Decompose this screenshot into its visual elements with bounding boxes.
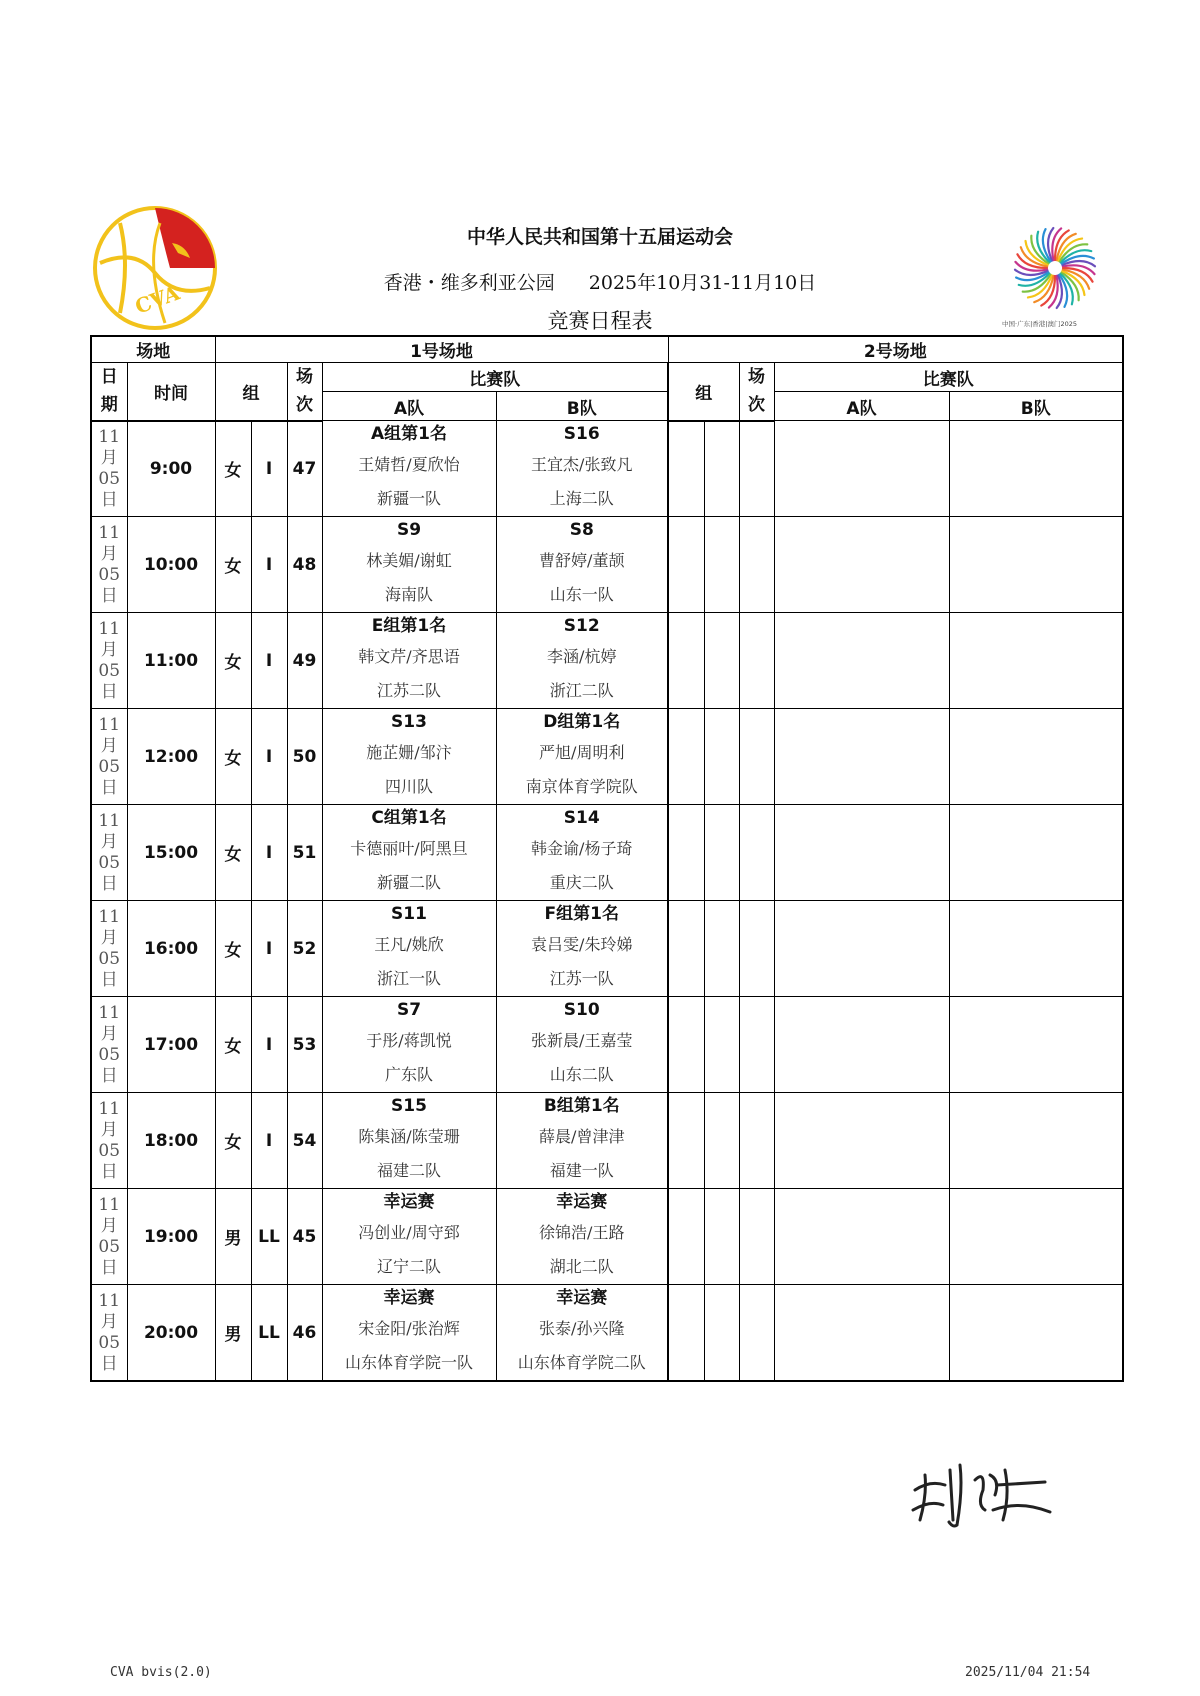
teams-header-court1: 比赛队	[322, 363, 668, 392]
court2-team-b-empty	[949, 613, 1123, 709]
court2-gender-empty	[668, 805, 704, 901]
court2-team-a-empty	[774, 901, 949, 997]
group-header-court1: 组	[215, 363, 287, 421]
team-a-players: 宋金阳/张治辉	[358, 1319, 460, 1338]
court2-gender-empty	[668, 421, 704, 517]
team-a-seed: C组第1名	[371, 808, 447, 828]
court2-gender-empty	[668, 613, 704, 709]
document-title: 竞赛日程表	[547, 309, 653, 333]
team-a-seed: A组第1名	[371, 424, 447, 444]
team-a	[322, 1189, 496, 1285]
time-header: 时间	[127, 363, 215, 421]
team-b-header-court1: B队	[496, 392, 668, 421]
team-b-seed: S16	[563, 424, 600, 444]
court2-team-a-empty	[774, 709, 949, 805]
match-time: 20:00	[127, 1285, 215, 1382]
match-round: LL	[251, 1189, 287, 1285]
dates: 2025年10月31-11月10日	[588, 272, 817, 294]
match-round: I	[251, 805, 287, 901]
match-number: 53	[287, 997, 322, 1093]
team-b-players: 薛晨/曾津津	[539, 1127, 625, 1146]
court2-team-a-empty	[774, 517, 949, 613]
court2-team-a-empty	[774, 613, 949, 709]
match-time: 17:00	[127, 997, 215, 1093]
games-logo	[1000, 220, 1110, 330]
match-gender: 男	[215, 1189, 251, 1285]
court2-gender-empty	[668, 709, 704, 805]
signature	[905, 1450, 1055, 1530]
team-b-seed: B组第1名	[543, 1096, 620, 1116]
team-a-club: 福建二队	[376, 1161, 441, 1180]
court2-gender-empty	[668, 901, 704, 997]
match-gender: 男	[215, 1285, 251, 1382]
team-b	[496, 421, 668, 517]
match-row	[91, 613, 1123, 709]
court2-team-b-empty	[949, 901, 1123, 997]
match-date: 11 月 05 日	[91, 613, 127, 709]
match-row	[91, 517, 1123, 613]
match-gender: 女	[215, 997, 251, 1093]
court2-number-empty	[739, 421, 774, 517]
team-b	[496, 901, 668, 997]
team-a	[322, 709, 496, 805]
match-no-header-court1: 场 次	[287, 363, 322, 421]
court2-team-b-empty	[949, 805, 1123, 901]
schedule-table	[90, 335, 1124, 1382]
team-b-club: 山东二队	[549, 1065, 614, 1084]
team-b-club: 山东体育学院二队	[517, 1353, 646, 1372]
court2-gender-empty	[668, 1285, 704, 1382]
court2-gender-empty	[668, 517, 704, 613]
footer-timestamp: 2025/11/04 21:54	[965, 1665, 1091, 1680]
team-a-seed: S13	[391, 712, 427, 732]
match-row	[91, 805, 1123, 901]
team-a-club: 浙江一队	[376, 969, 441, 988]
team-b-club: 福建一队	[549, 1161, 614, 1180]
court2-number-empty	[739, 805, 774, 901]
team-a-club: 四川队	[384, 777, 433, 796]
court2-round-empty	[704, 805, 739, 901]
svg-text:CVA: CVA	[131, 280, 183, 319]
team-b-club: 南京体育学院队	[525, 777, 638, 796]
match-number: 51	[287, 805, 322, 901]
team-b-players: 曹舒婷/董颉	[539, 551, 625, 570]
court2-round-empty	[704, 1189, 739, 1285]
court2-number-empty	[739, 1189, 774, 1285]
court2-team-b-empty	[949, 421, 1123, 517]
team-b	[496, 517, 668, 613]
team-a-players: 卡德丽叶/阿黑旦	[350, 839, 468, 858]
match-number: 45	[287, 1189, 322, 1285]
match-gender: 女	[215, 1093, 251, 1189]
team-a-players: 冯创业/周守郅	[358, 1223, 460, 1242]
match-row	[91, 1093, 1123, 1189]
court2-team-b-empty	[949, 709, 1123, 805]
court2-round-empty	[704, 997, 739, 1093]
match-time: 12:00	[127, 709, 215, 805]
match-date: 11 月 05 日	[91, 421, 127, 517]
match-date: 11 月 05 日	[91, 901, 127, 997]
court2-label: 2号场地	[668, 336, 1123, 363]
court2-round-empty	[704, 517, 739, 613]
team-a-club: 广东队	[384, 1065, 433, 1084]
team-a-club: 山东体育学院一队	[344, 1353, 473, 1372]
team-a	[322, 805, 496, 901]
team-b-club: 江苏一队	[549, 969, 614, 988]
team-a-players: 陈集涵/陈莹珊	[358, 1127, 460, 1146]
team-a-header-court2: A队	[774, 392, 949, 421]
team-b-seed: S8	[569, 520, 594, 540]
match-date: 11 月 05 日	[91, 517, 127, 613]
match-round: I	[251, 709, 287, 805]
court2-team-b-empty	[949, 1189, 1123, 1285]
team-a-seed: S15	[391, 1096, 427, 1116]
court2-team-b-empty	[949, 1285, 1123, 1382]
match-number: 54	[287, 1093, 322, 1189]
match-gender: 女	[215, 901, 251, 997]
team-b	[496, 1093, 668, 1189]
match-gender: 女	[215, 805, 251, 901]
court2-number-empty	[739, 517, 774, 613]
match-no-header-court2: 场 次	[739, 363, 774, 421]
court2-team-a-empty	[774, 421, 949, 517]
date-header: 日 期	[91, 363, 127, 421]
team-a-club: 辽宁二队	[376, 1257, 441, 1276]
team-b-players: 韩金谕/杨子琦	[531, 839, 633, 858]
venue-label: 场地	[91, 336, 215, 363]
match-time: 18:00	[127, 1093, 215, 1189]
team-b	[496, 709, 668, 805]
team-a-seed: S7	[396, 1000, 422, 1020]
team-b-seed: F组第1名	[544, 904, 619, 924]
team-a	[322, 421, 496, 517]
match-row	[91, 421, 1123, 517]
match-round: LL	[251, 1285, 287, 1382]
match-round: I	[251, 901, 287, 997]
match-number: 52	[287, 901, 322, 997]
team-b-seed: 幸运赛	[556, 1288, 608, 1308]
court2-number-empty	[739, 997, 774, 1093]
team-a	[322, 517, 496, 613]
court2-gender-empty	[668, 1093, 704, 1189]
court2-round-empty	[704, 709, 739, 805]
court2-number-empty	[739, 1093, 774, 1189]
team-b-players: 徐锦浩/王路	[539, 1223, 625, 1242]
court2-team-b-empty	[949, 997, 1123, 1093]
court2-round-empty	[704, 1285, 739, 1382]
team-a	[322, 613, 496, 709]
team-a-seed: 幸运赛	[383, 1192, 435, 1212]
match-round: I	[251, 997, 287, 1093]
match-gender: 女	[215, 517, 251, 613]
team-a-seed: S11	[391, 904, 427, 924]
court2-team-a-empty	[774, 805, 949, 901]
match-row	[91, 901, 1123, 997]
court2-number-empty	[739, 1285, 774, 1382]
match-number: 49	[287, 613, 322, 709]
match-date: 11 月 05 日	[91, 1093, 127, 1189]
court1-label: 1号场地	[215, 336, 668, 363]
court2-number-empty	[739, 613, 774, 709]
team-b	[496, 1285, 668, 1382]
team-a	[322, 1285, 496, 1382]
match-number: 46	[287, 1285, 322, 1382]
match-row	[91, 709, 1123, 805]
svg-text:中国·广东|香港|澳门2025: 中国·广东|香港|澳门2025	[1002, 320, 1077, 328]
court2-gender-empty	[668, 1189, 704, 1285]
team-b-club: 浙江二队	[549, 681, 614, 700]
team-b-players: 张泰/孙兴隆	[539, 1319, 625, 1338]
court2-team-a-empty	[774, 1093, 949, 1189]
venue-header-row	[91, 336, 1123, 363]
court2-team-a-empty	[774, 1189, 949, 1285]
team-b-players: 严旭/周明利	[539, 743, 625, 762]
team-b-seed: 幸运赛	[556, 1192, 608, 1212]
venue: 香港・维多利亚公园	[383, 272, 555, 294]
team-b-club: 重庆二队	[549, 873, 614, 892]
group-header-court2: 组	[668, 363, 739, 421]
court2-round-empty	[704, 1093, 739, 1189]
court2-gender-empty	[668, 997, 704, 1093]
court2-round-empty	[704, 421, 739, 517]
match-date: 11 月 05 日	[91, 805, 127, 901]
court2-round-empty	[704, 901, 739, 997]
team-b-seed: S10	[563, 1000, 600, 1020]
match-time: 19:00	[127, 1189, 215, 1285]
team-b-players: 李涵/杭婷	[547, 647, 617, 666]
column-header-row	[91, 363, 1123, 392]
match-number: 48	[287, 517, 322, 613]
match-round: I	[251, 613, 287, 709]
match-row	[91, 997, 1123, 1093]
court2-number-empty	[739, 901, 774, 997]
team-b-club: 上海二队	[549, 489, 614, 508]
team-a-seed: 幸运赛	[383, 1288, 435, 1308]
team-a-players: 王婧哲/夏欣怡	[358, 455, 460, 474]
team-b-seed: D组第1名	[543, 712, 621, 732]
match-row	[91, 1285, 1123, 1382]
team-a	[322, 1093, 496, 1189]
team-b	[496, 613, 668, 709]
match-date: 11 月 05 日	[91, 1189, 127, 1285]
team-a-club: 新疆一队	[376, 489, 441, 508]
team-b-seed: S12	[563, 616, 600, 636]
team-b-header-court2: B队	[949, 392, 1123, 421]
court2-team-b-empty	[949, 1093, 1123, 1189]
match-date: 11 月 05 日	[91, 1285, 127, 1382]
match-round: I	[251, 1093, 287, 1189]
team-a-club: 江苏二队	[376, 681, 441, 700]
team-a-club: 新疆二队	[376, 873, 441, 892]
match-date: 11 月 05 日	[91, 709, 127, 805]
team-a-header-court1: A队	[322, 392, 496, 421]
team-a-club: 海南队	[384, 585, 433, 604]
court2-number-empty	[739, 709, 774, 805]
team-a	[322, 997, 496, 1093]
footer-software: CVA bvis(2.0)	[110, 1665, 212, 1680]
event-title: 中华人民共和国第十五届运动会	[466, 226, 733, 248]
match-date: 11 月 05 日	[91, 997, 127, 1093]
match-number: 47	[287, 421, 322, 517]
match-row	[91, 1189, 1123, 1285]
match-gender: 女	[215, 709, 251, 805]
court2-round-empty	[704, 613, 739, 709]
court2-team-a-empty	[774, 1285, 949, 1382]
court2-team-b-empty	[949, 517, 1123, 613]
team-a	[322, 901, 496, 997]
match-time: 9:00	[127, 421, 215, 517]
team-a-players: 王凡/姚欣	[374, 935, 444, 954]
team-b	[496, 1189, 668, 1285]
match-time: 10:00	[127, 517, 215, 613]
match-gender: 女	[215, 421, 251, 517]
team-b	[496, 805, 668, 901]
match-number: 50	[287, 709, 322, 805]
team-a-seed: S9	[396, 520, 422, 540]
team-b-players: 袁吕雯/朱玲娣	[531, 935, 633, 954]
team-b-players: 张新晨/王嘉莹	[531, 1031, 633, 1050]
team-a-players: 林美媚/谢虹	[366, 551, 452, 570]
team-b-club: 山东一队	[549, 585, 614, 604]
match-round: I	[251, 517, 287, 613]
team-b-seed: S14	[563, 808, 600, 828]
match-time: 15:00	[127, 805, 215, 901]
team-b-players: 王宜杰/张致凡	[531, 455, 633, 474]
team-b	[496, 997, 668, 1093]
team-a-players: 于彤/蒋凯悦	[366, 1031, 452, 1050]
match-time: 11:00	[127, 613, 215, 709]
team-a-players: 施芷姗/邹汴	[366, 743, 452, 762]
team-a-seed: E组第1名	[371, 616, 447, 636]
court2-team-a-empty	[774, 997, 949, 1093]
match-time: 16:00	[127, 901, 215, 997]
teams-header-court2: 比赛队	[774, 363, 1123, 392]
team-a-players: 韩文芹/齐思语	[358, 647, 460, 666]
team-b-club: 湖北二队	[549, 1257, 614, 1276]
match-gender: 女	[215, 613, 251, 709]
match-round: I	[251, 421, 287, 517]
